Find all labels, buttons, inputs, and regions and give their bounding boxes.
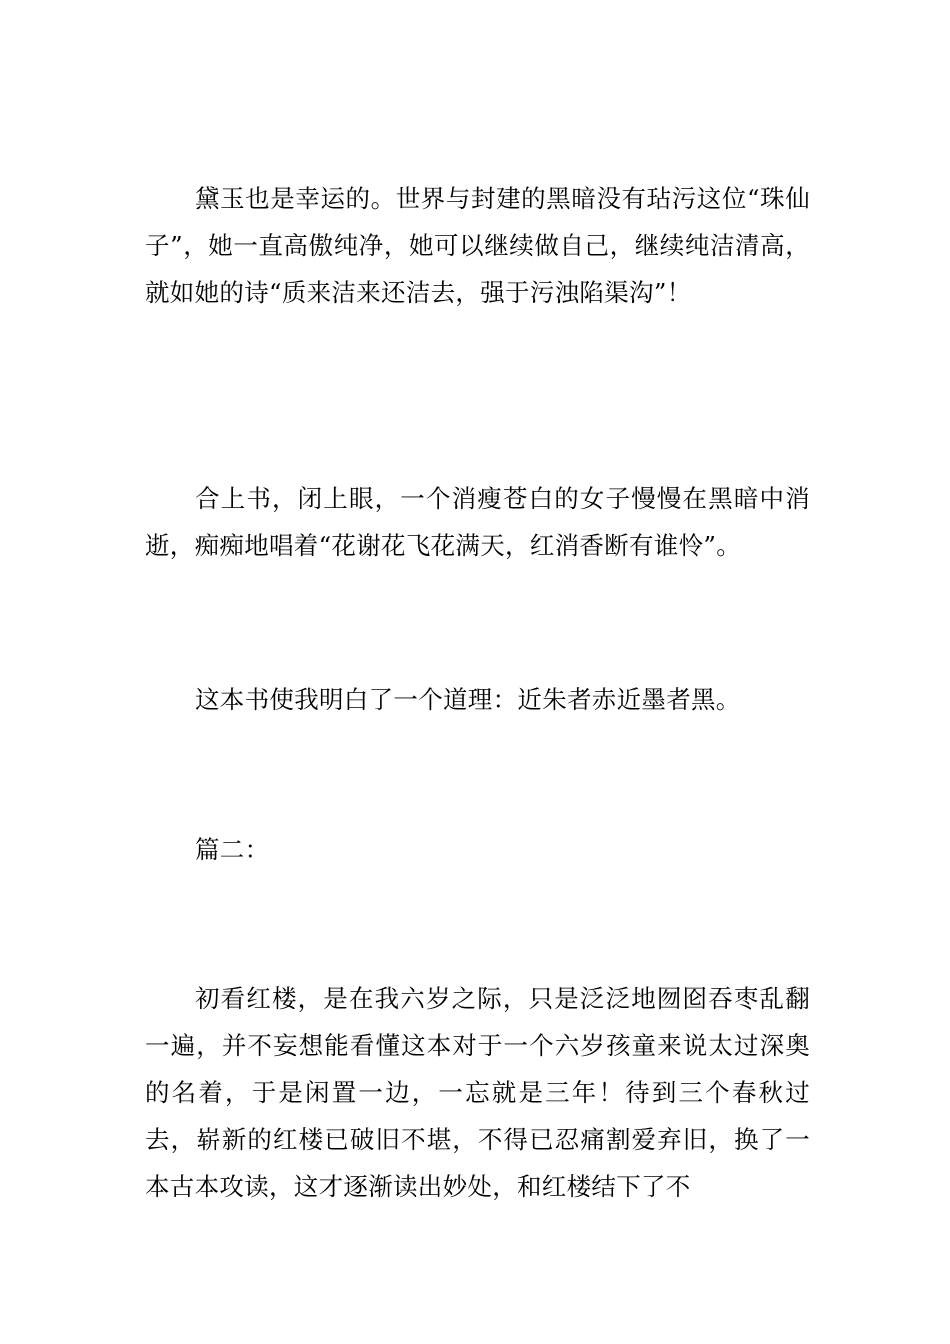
paragraph-close-book: 合上书，闭上眼，一个消瘦苍白的女子慢慢在黑暗中消逝，痴痴地唱着“花谢花飞花满天，红消香断有谁怜”。 (145, 484, 810, 560)
section-heading-part-two: 篇二： (195, 835, 270, 864)
paragraph-daiyu-fortunate: 黛玉也是幸运的。世界与封建的黑暗没有玷污这位“珠仙子”，她一直高傲纯净，她可以继续做自己，继续纯洁清高，就如她的诗“质来洁来还洁去，强于污浊陷渠沟”！ (145, 184, 810, 307)
paragraph-lesson: 这本书使我明白了一个道理：近朱者赤近墨者黑。 (195, 685, 741, 714)
paragraph-first-reading: 初看红楼，是在我六岁之际，只是泛泛地囫囵吞枣乱翻一遍，并不妄想能看懂这本对于一个六岁孩童来说太过深奥的名着，于是闲置一边，一忘就是三年！待到三个春秋过去，崭新的红楼已破旧不堪，不得已忍痛割爱弃旧，换了一本古本攻读，这才逐渐读出妙处，和红楼结下了不 (145, 984, 810, 1201)
